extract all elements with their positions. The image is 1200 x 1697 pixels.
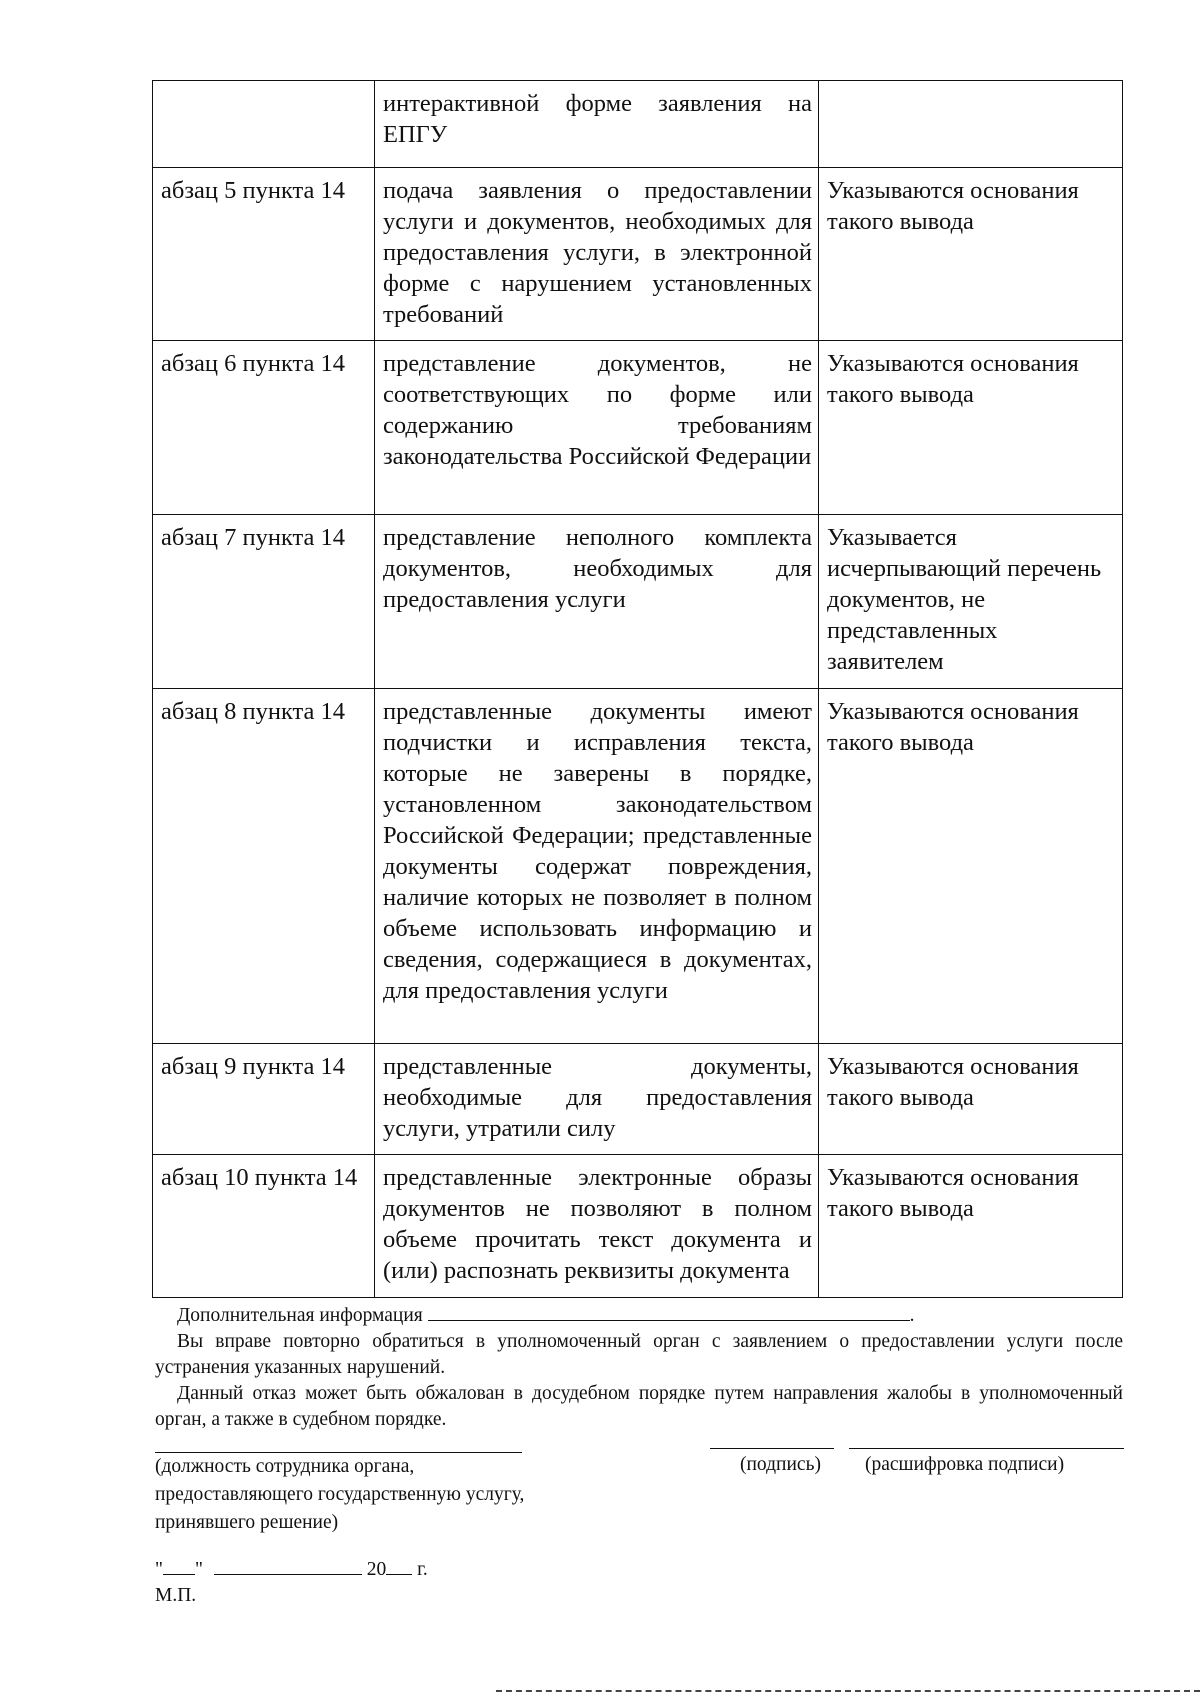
row-ref: абзац 6 пункта 14 xyxy=(153,341,375,515)
row-ref: абзац 5 пункта 14 xyxy=(153,168,375,341)
position-caption-1: (должность сотрудника органа, xyxy=(155,1456,415,1477)
row-reason: представление документов, не соответствующих по форме или содержанию требованиям законодательства Российской Федерации xyxy=(375,341,819,515)
additional-info-line xyxy=(155,1303,1123,1329)
row-reason: интерактивной форме заявления на ЕПГУ xyxy=(375,81,819,168)
date-year-prefix: 20 xyxy=(366,1559,387,1580)
row-ref xyxy=(153,81,375,168)
row-ref: абзац 7 пункта 14 xyxy=(153,515,375,689)
repeat-appeal-paragraph: Вы вправе повторно обратиться в уполномоченный орган с заявлением о предоставлении услуги после устранения указанных нарушений. xyxy=(155,1331,1123,1378)
date-day-field[interactable] xyxy=(163,1574,195,1575)
row-note: Указываются основания такого вывода xyxy=(819,1044,1123,1155)
table-row xyxy=(153,81,1123,168)
row-note: Указывается исчерпывающий перечень документов, не представленных заявителем xyxy=(819,515,1123,689)
date-year-field[interactable] xyxy=(386,1574,412,1575)
row-note: Указываются основания такого вывода xyxy=(819,689,1123,1044)
row-ref: абзац 10 пункта 14 xyxy=(153,1155,375,1298)
row-reason: представленные документы, необходимые для предоставления услуги, утратили силу xyxy=(375,1044,819,1155)
stamp-mark: М.П. xyxy=(155,1585,197,1606)
row-note: Указываются основания такого вывода xyxy=(819,341,1123,515)
position-caption-3: принявшего решение) xyxy=(155,1512,339,1533)
row-note xyxy=(819,81,1123,168)
row-reason: представленные электронные образы документов не позволяют в полном объеме прочитать текст документа и (или) распознать реквизиты документа xyxy=(375,1155,819,1298)
table-row xyxy=(153,515,1123,689)
additional-info-field[interactable] xyxy=(428,1320,910,1321)
table-row xyxy=(153,689,1123,1044)
row-reason: подача заявления о предоставлении услуги и документов, необходимых для предоставления услуги, в электронной форме с нарушением установленных требований xyxy=(375,168,819,341)
date-quote-close: " xyxy=(194,1559,203,1580)
date-quote-open: " xyxy=(155,1559,163,1580)
additional-info-end: . xyxy=(909,1305,915,1326)
row-reason: представленные документы имеют подчистки и исправления текста, которые не заверены в порядке, установленном законодательством Российской Федерации; представленные документы содержат повреждения, наличие которых не позволяет в полном объеме использовать информацию и сведения, содержащиеся в документах, для предоставления услуги xyxy=(375,689,819,1044)
row-note: Указываются основания такого вывода xyxy=(819,1155,1123,1298)
position-caption-2: предоставляющего государственную услугу, xyxy=(155,1484,525,1505)
refusal-reasons-table xyxy=(152,80,1123,1298)
table-row xyxy=(153,168,1123,341)
signature-line xyxy=(710,1448,834,1449)
row-reason: представление неполного комплекта документов, необходимых для предоставления услуги xyxy=(375,515,819,689)
table-row xyxy=(153,1044,1123,1155)
decoding-caption: (расшифровка подписи) xyxy=(865,1454,1065,1475)
row-ref: абзац 8 пункта 14 xyxy=(153,689,375,1044)
page-edge-rule xyxy=(496,1690,1200,1692)
row-ref: абзац 9 пункта 14 xyxy=(153,1044,375,1155)
table-row xyxy=(153,1155,1123,1298)
appeal-paragraph: Данный отказ может быть обжалован в досудебном порядке путем направления жалобы в уполномоченный орган, а также в судебном порядке. xyxy=(155,1383,1123,1430)
table-row xyxy=(153,341,1123,515)
date-line xyxy=(155,1556,428,1583)
date-year-suffix: г. xyxy=(417,1559,428,1580)
row-note: Указываются основания такого вывода xyxy=(819,168,1123,341)
date-month-field[interactable] xyxy=(214,1574,362,1575)
signature-caption: (подпись) xyxy=(740,1454,821,1475)
additional-info-label: Дополнительная информация xyxy=(177,1305,423,1326)
decoding-line xyxy=(849,1448,1124,1449)
